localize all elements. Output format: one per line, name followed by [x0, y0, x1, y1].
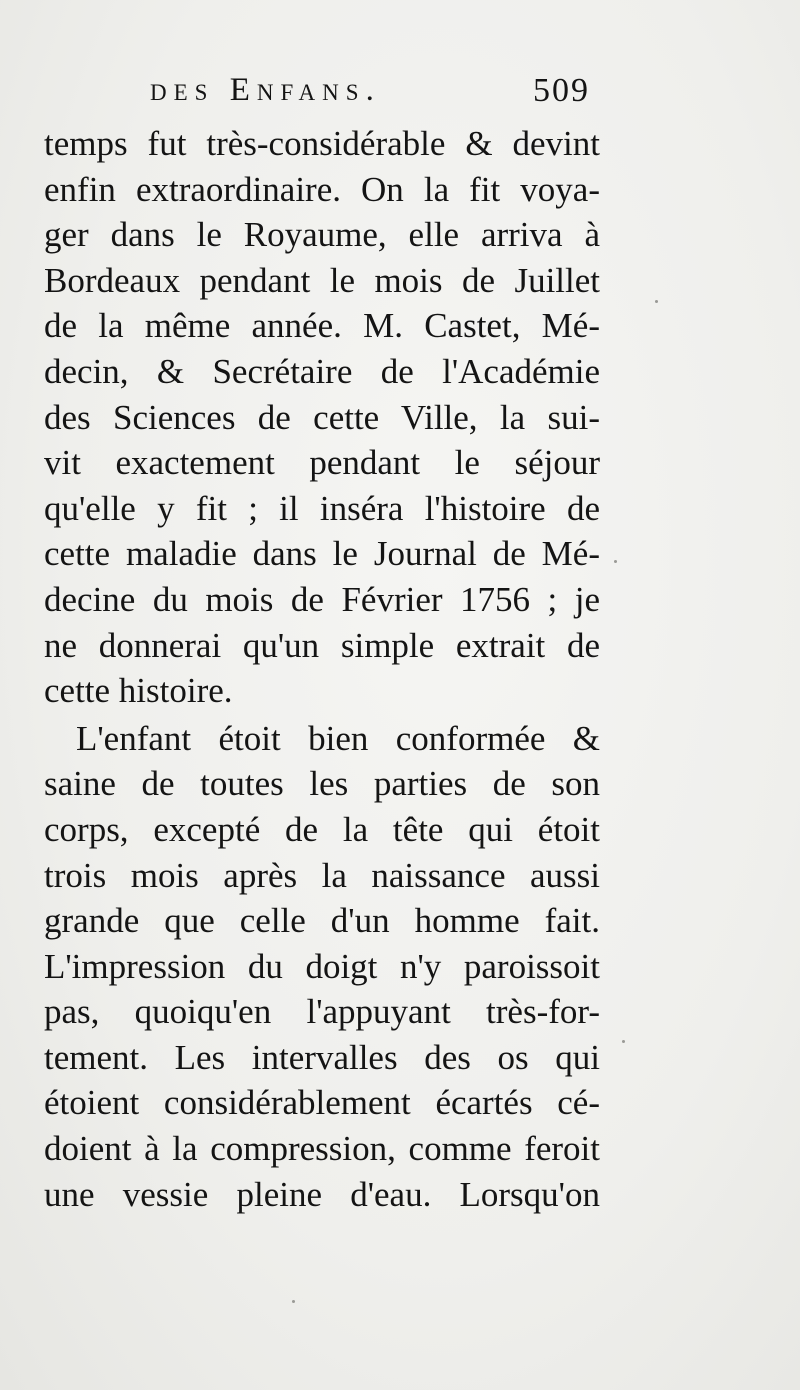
- paper-speck: [292, 1300, 295, 1303]
- text-line: de la même année. M. Castet, Mé-: [44, 306, 600, 346]
- paragraph-1: [44, 121, 600, 714]
- text-line: pas, quoiqu'en l'appuyant très-for-: [44, 992, 600, 1032]
- text-line: trois mois après la naissance aussi: [44, 855, 600, 895]
- text-line: Bordeaux pendant le mois de Juillet: [44, 260, 600, 300]
- text-line: decine du mois de Février 1756 ; je: [44, 579, 600, 619]
- text-line: decin, & Secrétaire de l'Académie: [44, 351, 600, 391]
- running-title: des Enfans.: [150, 72, 381, 108]
- text-line: grande que celle d'un homme fait.: [44, 901, 600, 941]
- text-line: L'impression du doigt n'y paroissoit: [44, 946, 600, 986]
- paper-speck: [614, 560, 617, 563]
- paragraph-2: [44, 716, 600, 1218]
- paper-speck: [622, 1040, 625, 1043]
- text-line: vit exactement pendant le séjour: [44, 443, 600, 483]
- text-line: des Sciences de cette Ville, la sui-: [44, 397, 600, 437]
- text-line: ne donnerai qu'un simple extrait de: [44, 625, 600, 665]
- text-line: corps, excepté de la tête qui étoit: [44, 809, 600, 849]
- page-number: 509: [533, 72, 590, 109]
- text-line: ger dans le Royaume, elle arriva à: [44, 215, 600, 255]
- text-line: L'enfant étoit bien conformée &: [76, 718, 600, 758]
- page-header: [150, 72, 590, 112]
- text-line: une vessie pleine d'eau. Lorsqu'on: [44, 1174, 600, 1214]
- text-line: saine de toutes les parties de son: [44, 764, 600, 804]
- paper-speck: [655, 300, 658, 303]
- text-line: tement. Les intervalles des os qui: [44, 1037, 600, 1077]
- text-line: cette maladie dans le Journal de Mé-: [44, 534, 600, 574]
- text-line: qu'elle y fit ; il inséra l'histoire de: [44, 488, 600, 528]
- text-line: cette histoire.: [44, 671, 233, 711]
- text-line: étoient considérablement écartés cé-: [44, 1083, 600, 1123]
- text-line: doient à la compression, comme feroit: [44, 1129, 600, 1169]
- text-line: temps fut très-considérable & devint: [44, 124, 600, 163]
- body-text: [44, 121, 600, 1217]
- text-line: enfin extraordinaire. On la fit voya-: [44, 169, 600, 209]
